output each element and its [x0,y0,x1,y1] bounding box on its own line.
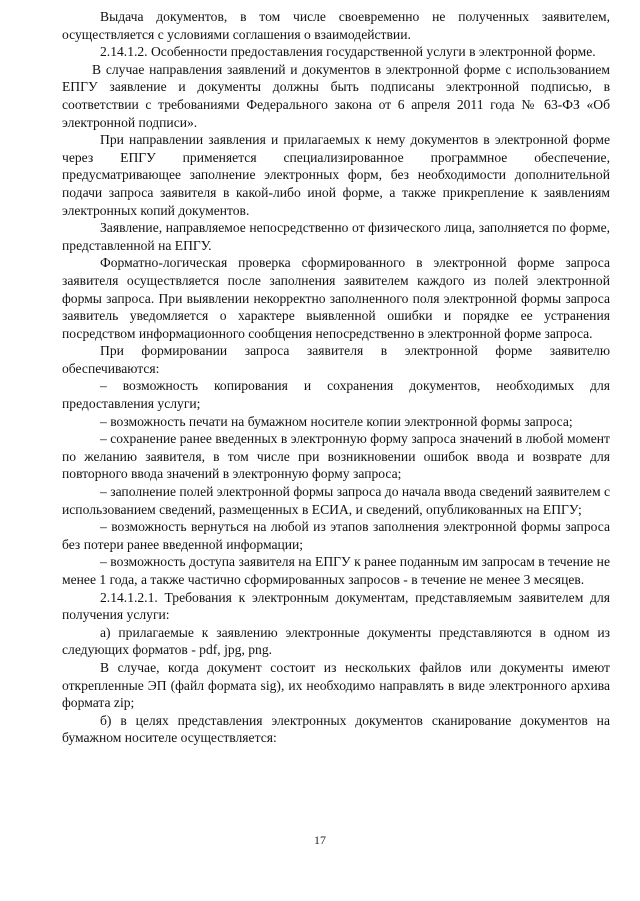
paragraph: Форматно-логическая проверка сформированного в электронной форме запроса заявителя осуществляется после заполнения заявителем каждого из полей электронной формы запроса. При выявлении некорректно заполненного поля электронной формы запроса заявитель уведомляется о характере выявленной ошибки и порядке ее устранения посредством информационного сообщения непосредственно в электронной форме запроса. [62,255,610,341]
list-item: – заполнение полей электронной формы запроса до начала ввода сведений заявителем с использованием сведений, размещенных в ЕСИА, и сведений, опубликованных на ЕПГУ; [62,484,610,517]
list-item: б) в целях представления электронных документов сканирование документов на бумажном носителе осуществляется: [62,712,610,746]
list-item: – возможность копирования и сохранения документов, необходимых для предоставления услуги; [62,378,610,412]
paragraph: Заявление, направляемое непосредственно от физического лица, заполняется по форме, представленной на ЕПГУ. [62,220,610,253]
paragraph: При формировании запроса заявителя в электронной форме заявителю обеспечиваются: [62,343,610,376]
page-number: 17 [314,833,326,847]
list-item: – сохранение ранее введенных в электронную форму запроса значений в любой момент по желанию заявителя, в том числе при возникновении ошибок ввода и возврате для повторного ввода значений в электронную форму запроса; [62,431,610,482]
list-item: – возможность вернуться на любой из этапов заполнения электронной формы запроса без потери ранее введенной информации; [62,519,610,552]
paragraph: При направлении заявления и прилагаемых к нему документов в электронной форме через ЕПГУ применяется специализированное программное обеспечение, предусматривающее заполнение электронных форм, без необходимости дополнительной подачи запроса заявителя в какой-либо иной форме, а также прикрепление к заявлениям электронных копий документов. [62,132,610,218]
paragraph: В случае, когда документ состоит из нескольких файлов или документы имеют открепленные ЭП (файл формата sig), их необходимо направлять в виде электронного архива формата zip; [62,659,610,711]
section-heading: 2.14.1.2.1. Требования к электронным документам, представляемым заявителем для получения услуги: [62,589,610,623]
list-item: – возможность печати на бумажном носителе копии электронной формы запроса; [100,413,573,429]
paragraph: В случае направления заявлений и документов в электронной форме с использованием ЕПГУ заявление и документы должны быть подписаны электронной подписью, в соответствии с требованиями Федерального закона от 6 апреля 2011 года № 63-ФЗ «Об электронной подписи». [62,61,610,130]
section-heading: 2.14.1.2. Особенности предоставления государственной услуги в электронной форме. [100,44,596,60]
list-item: а) прилагаемые к заявлению электронные документы представляются в одном из следующих форматов - pdf, jpg, png. [62,624,610,658]
paragraph: Выдача документов, в том числе своевременно не полученных заявителем, осуществляется с условиями соглашения о взаимодействии. [62,9,610,42]
list-item: – возможность доступа заявителя на ЕПГУ к ранее поданным им запросам в течение не менее 1 года, а также частично сформированных запросов - в течение не менее 3 месяцев. [62,554,610,587]
